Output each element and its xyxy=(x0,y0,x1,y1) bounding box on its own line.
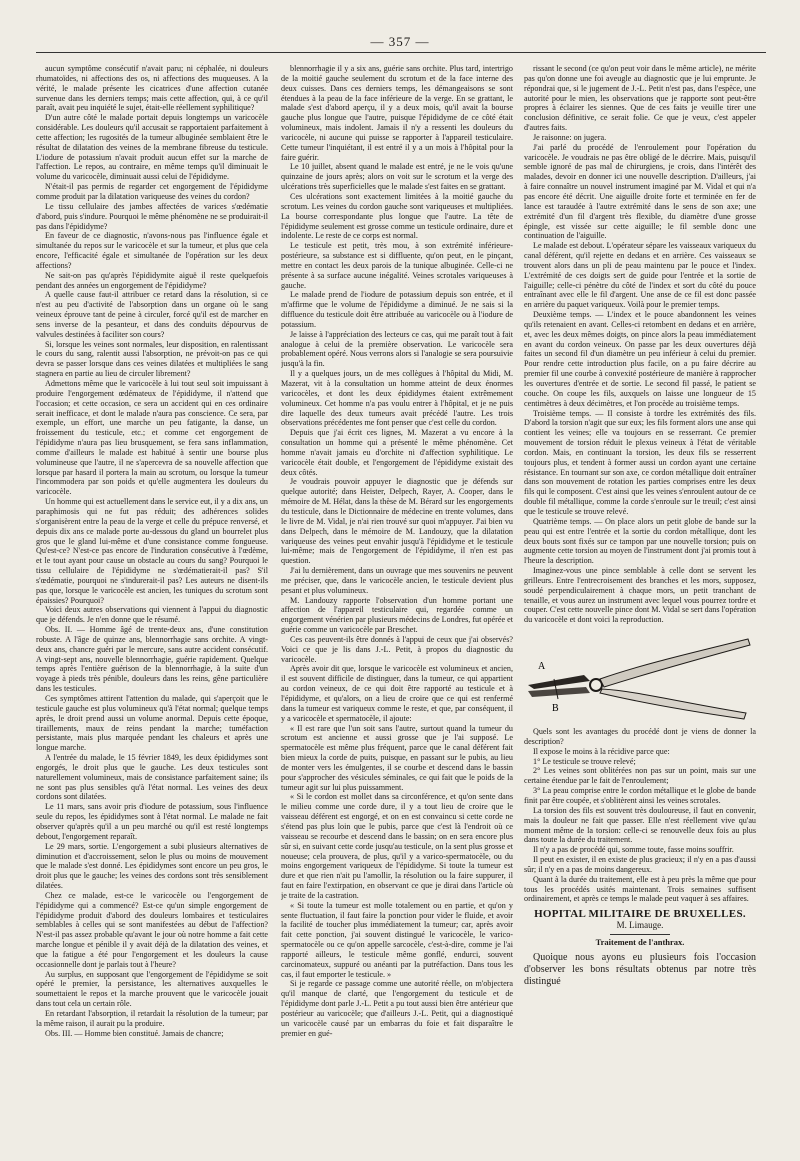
paragraph: Quatrième temps. — On place alors un petit globe de bande sur la peau qui est entre l'entrée et la sortie du cordon métallique, dont les deux bouts sont fixés sur ce tampon par une nouvelle torsion; puis on augmente cette torsion au moyen de l'instrument dont j'ai promis tout à l'heure la description. xyxy=(524,516,756,566)
paragraph: Chez ce malade, est-ce le varicocèle ou l'engorgement de l'épididyme qui a commencé? Est-ce qu'un simple engorgement de l'épididyme produit d'abord des douleurs lombaires et testiculaires semblables à celles qui se sont manifestées au début de l'affection? N'est-il pas assez probable qu'avant le jour où notre homme a fait cette marche longue et pénible il y avait déjà de la dilatation des veines, et que la fatigue a été pour l'engorgement et les douleurs la cause occasionnelle dont je parlais tout à l'heure? xyxy=(36,890,268,969)
paragraph: Le 10 juillet, absent quand le malade est entré, je ne le vois qu'une quinzaine de jours après; alors on voit sur le scrotum et la verge des ulcérations très superficielles que le malade s'est faites en se grattant. xyxy=(281,162,513,192)
paragraph: Le tissu cellulaire des jambes affectées de varices s'œdématie d'abord, puis s'indure. Pourquoi le même phénomène ne se produirait-il pas dans l'épididyme? xyxy=(36,201,268,231)
text-column-left xyxy=(36,64,268,1154)
section-author: M. Limauge. xyxy=(616,920,664,931)
paragraph: N'était-il pas permis de regarder cet engorgement de l'épididyme comme produit par la dilatation variqueuse des veines du cordon? xyxy=(36,182,268,201)
paragraph: Le malade prend de l'iodure de potassium depuis son entrée, et il m'affirme que le volume de l'épididyme a diminué. Je ne sais si la diffluence du testicule doit être attribuée au varicocèle ou à l'iodure de potassium. xyxy=(281,290,513,329)
paragraph: Imaginez-vous une pince semblable à celle dont se servent les grilleurs. Entre l'entrecroisement des branches et les mors, supposez, soudé perpendiculairement à chaque mors, un petit tranchant de tenaille, et vous aurez un instrument avec lequel vous pourrez tordre et couper. C'est cette nouvelle pince dont M. Vidal se sert dans l'opération du varicocèle et dont voici la reproduction. xyxy=(524,566,756,625)
paragraph: En faveur de ce diagnostic, n'avons-nous pas l'influence égale et simultanée du repos sur le varicocèle et sur la tumeur, et plus que cela encore, l'efficacité égale et simultanée de l'opération sur les deux affections? xyxy=(36,231,268,270)
paragraph: Ces cas peuvent-ils être donnés à l'appui de ceux que j'ai observés? Voici ce que je lis dans J.-L. Petit, à propos du diagnostic du varicocèle. xyxy=(281,634,513,664)
section-rule xyxy=(610,934,670,935)
paragraph: Obs. III. — Homme bien constitué. Jamais de chancre; xyxy=(45,1028,224,1038)
paragraph: Il peut en exister, il en existe de plus gracieux; il n'y en a pas d'aussi sûr; il n'y en a pas de moins dangereux. xyxy=(524,855,756,874)
pince-illustration xyxy=(524,629,756,721)
paragraph: rissant le second (ce qu'on peut voir dans le même article), ne mérite pas qu'on donne une foi aveugle au diagnostic que je lui emprunte. Je répondrai que, si le jugement de J.-L. Petit n'est pas, dans l'espèce, une autorité pour le mien, les observations que je rapporte sont peut-être propres à éclairer les siennes. Que de ces faits je veuille tirer une conclusion définitive, ce serait folie. Ce que je veux, c'est appeler d'autres faits. xyxy=(524,64,756,133)
paragraph: 3° La peau comprise entre le cordon métallique et le globe de bande finit par être coupée, et s'oblitèrent ainsi les veines scrotales. xyxy=(524,786,756,805)
paragraph: Admettons même que le varicocèle à lui tout seul soit impuissant à produire l'engorgement œdémateux de l'épididyme, il n'attend que l'occasion; et cette occasion, ce sera un accident qui en ces ordinaire serait inefficace, et dont le malade n'aura pas conscience. Ce sera, par exemple, un effort, une marche un peu fatigante, la danse, un froissement du testicule, etc.; et comme cet engorgement de l'épididyme n'aura pas lieu brusquement, se fera sans inflammation, comme d'ailleurs le malade est habitué à sentir une bourse plus volumineuse que l'autre, il ne s'apercevra de sa nouvelle affection que lorsque par hasard il portera la main au scrotum, ou lorsque la tumeur l'incommodera par son poids et qu'elle augmentera les douleurs du varicocèle. xyxy=(36,379,268,497)
figure-label-a: A xyxy=(538,661,546,673)
paragraph: Le testicule est petit, très mou, à son extrémité inférieure-postérieure, sa substance est si diffluente, qu'on peut, en le pinçant, mettre en contact les deux parois de la tunique albuginée. Celle-ci ne présente à sa surface aucune inégalité. Veines scrotales variqueuses à gauche. xyxy=(281,241,513,290)
paragraph: En retardant l'absorption, il retardait la résolution de la tumeur; par la même raison, il aurait pu la produire. xyxy=(36,1009,268,1028)
text-column-middle xyxy=(281,64,513,1154)
paragraph: 2° Les veines sont oblitérées non pas sur un point, mais sur une certaine étendue par le fait de l'enroulement; xyxy=(524,766,756,786)
section-heading: Traitement de l'anthrax. xyxy=(595,936,685,947)
paragraph: Depuis que j'ai écrit ces lignes, M. Mazerat a vu encore à la consultation un homme qui a présenté le même phénomène. Cet homme n'avait jamais eu d'orchite ni d'affection syphilitique. Le varicocèle était double, et l'engorgement de l'épididyme existait des deux côtés. xyxy=(281,428,513,477)
paragraph: La torsion des fils est souvent très douloureuse, il faut en convenir, mais la douleur ne fait que passer. Elle n'est réellement vive qu'au moment même de la torsion: celle-ci se renouvelle deux fois au plus dans toute la durée du traitement. xyxy=(524,805,756,845)
paragraph: « Si toute la tumeur est molle totalement ou en partie, et qu'on y sente fluctuation, il faut faire la ponction pour vider le fluide, et avoir la facilité de toucher plus immédiatement la tumeur; car, après avoir fait cette ponction, j'ai souvent distingué le varicocèle, le varico-spermatocèle ou ce qu'on appelle sarcocèle, c'est-à-dire, comme je l'ai rapporté ailleurs, le testicule même gonflé, endurci, souvent carcinomateux, suppuré ou anéanti par la putréfaction. Dans tous les cas, il faut emporter le testicule. » xyxy=(281,900,513,979)
paragraph: Ne sait-on pas qu'après l'épididymite aiguë il reste quelquefois pendant des années un engorgement de l'épididyme? xyxy=(36,270,268,290)
paragraph: Si, lorsque les veines sont normales, leur disposition, en ralentissant le cours du sang, ralentit aussi l'absorption, ne prévoit-on pas ce qui devra se passer lorsque dans ces veines dilatées et multipliées le sang stagnera en partie au lieu de circuler librement? xyxy=(36,339,268,379)
paragraph: Au surplus, en supposant que l'engorgement de l'épididyme se soit opéré le premier, la persistance, les alternatives auxquelles le soumettaient le repos et la marche prouvent que le varicocèle jouait dans tout cela un certain rôle. xyxy=(36,969,268,1009)
paragraph: Voici deux autres observations qui viennent à l'appui du diagnostic que je défends. Je n'en donne que le résumé. xyxy=(36,605,268,625)
paragraph: Après avoir dit que, lorsque le varicocèle est volumineux et ancien, il est souvent difficile de distinguer, dans la tumeur, ce qui appartient au cordon veineux, de ce qui doit être rapporté au testicule et à l'épididyme, et qu'alors, on a lieu de croire que ce qui est renfermé dans la tumeur est variqueux comme le reste, et que, par conséquent, il y a varicocèle et spermatocèle, il ajoute: xyxy=(281,664,513,723)
paragraph: Quant à la durée du traitement, elle est à peu près la même que pour tous les procédés usités maintenant. Trois semaines suffisent ordinairement, et après ce temps le malade peut vaquer à ses affaires. xyxy=(524,874,756,904)
paragraph: Obs. II. — Homme âgé de trente-deux ans, d'une constitution robuste. A l'âge de quinze ans, blennorrhagie sans orchite. A vingt-deux ans, chancre guéri par le mercure, sans autre accident consécutif. A vingt-sept ans, nouvelle blennorrhagie, guérie rapidement. Quelque temps après l'entière guérison de la blennorrhagie, à la suite d'un voyage à pieds très pénible, douleurs dans les reins, gêne particulière dans les testicules. xyxy=(36,625,268,694)
paragraph: Il n'y a pas de procédé qui, somme toute, fasse moins souffrir. xyxy=(533,845,734,855)
surgical-pince-figure xyxy=(524,629,756,721)
paragraph: Il y a quelques jours, un de mes collègues à l'hôpital du Midi, M. Mazerat, vit à la consultation un homme atteint de deux énormes varicocèles, et dont les deux épididymes étaient extrêmement volumineux. Cet homme n'a pas voulu entrer à l'hôpital, et je ne puis dire laquelle des deux tumeurs avait précédé l'autre. Les trois observations précédentes me font penser que c'est celle du cordon. xyxy=(281,369,513,428)
text-column-right xyxy=(524,64,756,1154)
paragraph: Ces symptômes attirent l'attention du malade, qui s'aperçoit que le testicule gauche est plus volumineux qu'à l'état normal; quelque temps après, le droit prend aussi un volume anormal. Depuis cette époque, tiraillements, maux de reins pendant la marche; tuméfaction persistante, mais plus marquée pendant les chaleurs et après une longue marche. xyxy=(36,694,268,753)
paragraph: Si je regarde ce passage comme une autorité réelle, on m'objectera qu'il manque de clarté, que l'engorgement du testicule et de l'épididyme dont parle J.-L. Petit a pu tout aussi bien être antérieur que postérieur au varicocèle; que d'ailleurs J.-L. Petit, qui a diagnostiqué un varicocèle causé par un embarras du foie et fait disparaître le premier en gué- xyxy=(281,979,513,1038)
paragraph: Le malade est debout. L'opérateur sépare les vaisseaux variqueux du canal déférent, qu'il rejette en dedans et en arrière. Ces vaisseaux se trouvent alors dans un pli de peau maintenu par le pouce et l'index. L'extrémité de ces doigts sert de guide pour l'entrée et la sortie de l'aiguille; celle-ci pénètre du côté de l'index et sort du côté du pouce entraînant avec elle le fil d'argent. Une anse de ce fil est donc passée en arrière du paquet variqueux. Voilà pour le premier temps. xyxy=(524,241,756,310)
header-rule xyxy=(36,52,766,53)
paragraph: Je voudrais pouvoir appuyer le diagnostic que je défends sur quelque autorité; dans Heister, Delpech, Rayer, A. Cooper, dans le mémoire de M. Hélat, dans la thèse de M. Bérard sur les engorgements du testicule, dans le Dictionnaire de médecine en trente volumes, dans le livre de M. Vidal, je n'ai rien trouvé sur quoi m'appuyer. J'ai bien vu dans Delpech, dans le mémoire de M. Landouzy, que la dilatation variqueuse des veines peut envahir jusqu'à l'épididyme et le testicule lui-même; mais de l'engorgement de l'épididyme, il n'en est pas question. xyxy=(281,477,513,566)
paragraph: A l'entrée du malade, le 15 février 1849, les deux épididymes sont engorgés, le droit plus que le gauche. Les deux testicules sont naturellement volumineux, mais de consistance parfaitement saine; ils ne sont pas plus sensibles qu'à l'état normal. Les veines des deux cordons sont dilatées. xyxy=(36,753,268,802)
paragraph: Le 29 mars, sortie. L'engorgement a subi plusieurs alternatives de diminution et d'accroissement, selon le plus ou moins de mouvement que le malade s'est donné. Les épididymes sont encore un peu gros, le droit plus que le gauche; les veines des cordons sont très sensiblement dilatées. xyxy=(36,841,268,891)
section-paragraph: Quoique nous ayons eu plusieurs fois l'occasion d'observer les bons résultats obtenus par notre très distingué xyxy=(524,951,756,987)
paragraph: J'ai lu dernièrement, dans un ouvrage que mes souvenirs ne peuvent me préciser, que, dans le varicocèle ancien, le testicule devient plus pesant et plus volumineux. xyxy=(281,566,513,595)
paragraph: Je laisse à l'appréciation des lecteurs ce cas, qui me paraît tout à fait analogue à celui de la première observation. Le varicocèle sera probablement opéré. Nous verrons alors si l'analogie se sera poursuivie jusqu'à la fin. xyxy=(281,329,513,369)
paragraph: Un homme qui est actuellement dans le service eut, il y a dix ans, un paraphimosis qui ne fut pas réduit; des adhérences solides s'organisèrent entre la peau de la verge et celle du prépuce renversé, et depuis dix ans ce malade porte au-dessous du gland un bourrelet plus gros que le gland lui-même et d'une consistance comme fongueuse. Qu'est-ce? N'est-ce pas encore de l'induration consécutive à l'œdème, et le tout ayant pour cause un obstacle au cours du sang? Pourquoi le tissu cellulaire de l'épididyme ne s'œdématierait-il pas? S'il s'œdématie, pourquoi ne s'indurerait-il pas? Les auteurs ne disent-ils pas que, lorsque le varicocèle est ancien, les tuniques du scrotum sont épaissies? Pourquoi? xyxy=(36,497,268,605)
paragraph: D'un autre côté le malade portait depuis longtemps un varicocèle considérable. Les douleurs qu'il accusait se rapportaient parfaitement à cette affection; les rugosités de la tumeur albuginée semblaient être le résultat de dilatation des veines de la membrane fibreuse du testicule. L'iodure de potassium n'avait produit aucun effet sur la marche de l'affection. Le repos, au contraire, en même temps qu'il diminuait le volume du varicocèle, diminuait aussi celui de l'épididyme. xyxy=(36,113,268,182)
paragraph: Le 11 mars, sans avoir pris d'iodure de potassium, sous l'influence seule du repos, les épididymes sont à l'état normal. Le malade ne fait observer qu'après qu'il a un peu marché ou qu'il est resté longtemps debout, l'engorgement reparaît. xyxy=(36,802,268,841)
paragraph: Quels sont les avantages du procédé dont je viens de donner la description? xyxy=(524,727,756,746)
paragraph: Il expose le moins à la récidive parce que: xyxy=(533,746,670,756)
paragraph: « Il est rare que l'un soit sans l'autre, surtout quand la tumeur du scrotum est ancienne et aussi grosse que je l'ai supposé. Le spermatocèle est même plus fréquent, parce que le canal déférent fait bien mieux la corde de puits, puisque, en passant sur le pubis, au lieu de monter vers les émulgentes, il se courbe et descend dans le bassin pour s'approcher des vésicules séminales, ce qui fait que le poids de la tumeur agit sur lui plus puissamment. xyxy=(281,723,513,792)
paragraph: blennorrhagie il y a six ans, guérie sans orchite. Plus tard, intertrigo de la moitié gauche seulement du scrotum et de la face interne des deux cuisses. Dans ces derniers temps, les démangeaisons se sont étendues à la peau de la face inférieure de la verge. En se grattant, le malade s'est d'abord aperçu, il y a deux mois, qu'il avait la bourse gauche plus longue que l'autre, puisque l'épididyme de ce côté était volumineux, mais indolent. Jamais il n'y a ressenti les douleurs du varicocèle, ni aucune qui puisse se rapporter à l'appareil testiculaire. Cette tumeur l'inquiétant, il est entré il y a un mois à l'hôpital pour la faire guérir. xyxy=(281,64,513,162)
paragraph: 1° Le testicule se trouve relevé; xyxy=(533,756,636,766)
page-number: — 357 — xyxy=(370,34,430,49)
paragraph: M. Landouzy rapporte l'observation d'un homme portant une affection de l'appareil testiculaire qui, regardée comme un engorgement vénérien par plusieurs médecins de Londres, fut opérée et guérie comme un varicocèle par Breschet. xyxy=(281,595,513,635)
paragraph: Troisième temps. — Il consiste à tordre les extrémités des fils. D'abord la torsion n'agit que sur eux; les fils forment alors une anse qui contient les veines; elle va toujours en se resserrant. Ce premier mouvement de torsion réduit le plexus veineux à l'état de véritable cordon. Mais, en continuant la torsion, les deux fils se resserrent toujours plus, et tendent à former aussi un cordon ayant une certaine résistance. En tournant sur son axe, ce cordon métallique doit entraîner dans son mouvement de rotation les parties comprises entre les deux fils qui le composent. C'est ainsi que les veines s'enroulent autour de ce double fil métallique, comme la corde s'enroule sur le treuil; c'est ainsi que le testicule se trouve relevé. xyxy=(524,408,756,516)
paragraph: A quelle cause faut-il attribuer ce retard dans la résolution, si ce n'est au peu d'activité de l'absorption dans un organe où le sang veineux éprouve tant de peine à circuler, forcé qu'il est de marcher en sens inverse de la pesanteur, et dans des conduits dépourvus de valvules destinées à faciliter son cours? xyxy=(36,290,268,339)
paragraph: Deuxième temps. — L'index et le pouce abandonnent les veines qu'ils retenaient en avant. Celles-ci retombent en dedans et en arrière, et, avec les deux mêmes doigts, on pince alors la peau immédiatement en avant du cordon veineux. On passe par les deux ouvertures déjà faites un second fil d'un diamètre un peu inférieur à celui du premier. Pour rendre cette introduction plus facile, on a pu faire décrire au premier fil une courbe à convexité postérieure de manière à rapprocher les ouvertures d'entrée et de sortie. Le second fil passé, le patient se couche. On coupe les fils, auxquels on laisse une longueur de 15 centimètres à deux décimètres, et l'on procède au troisième temps. xyxy=(524,310,756,408)
paragraph: « Si le cordon est mollet dans sa circonférence, et qu'on sente dans le milieu comme une corde dure, il y a tout lieu de croire que le vaisseau déférent est engorgé, et on en est convaincu si cette corde ne s'étend pas plus loin que le pubis, parce que c'est là l'endroit où ce vaisseau se recourbe et descend dans le bassin; on en sera encore plus sûr si, en suivant cette corde jusqu'au testicule, on la sent plus grosse et noueuse; cela prouvera, de plus, qu'il y a varico-spermatocèle, ou du moins engorgement variqueux de l'épididyme. Si toute la tumeur est dure et que rien n'ait pu l'amollir, la résolution ou la faire suppurer, il faut en faire l'extirpation, en observant ce que je dirai dans l'article où je traite de la castration. xyxy=(281,792,513,900)
section-title: HOPITAL MILITAIRE DE BRUXELLES. xyxy=(534,908,746,921)
paragraph: aucun symptôme consécutif n'avait paru; ni céphalée, ni douleurs rhumatoïdes, ni affections des os, ni affections des muqueuses. A la vérité, le malade présente les cicatrices d'une affection cutanée survenue dans les derniers temps; mais cette affection, qui, à ce qu'il paraît, avait peu inquiété le sujet, était-elle réellement syphilitique? xyxy=(36,64,268,113)
figure-label-b: B xyxy=(552,703,559,715)
paragraph: Ces ulcérations sont exactement limitées à la moitié gauche du scrotum. Les veines du cordon gauche sont variqueuses et multipliées. La bourse correspondante plus longue que l'autre. La tête de l'épididyme seulement est grosse comme un testicule ordinaire, dure et indolente. Le reste de ce corps est normal. xyxy=(281,191,513,241)
paragraph: Je raisonne: on jugera. xyxy=(533,132,607,142)
paragraph: J'ai parlé du procédé de l'enroulement pour l'opération du varicocèle. Je voudrais ne pas être obligé de le décrire. Mais, puisqu'il semble ignoré de pas mal de chirurgiens, je crois, dans l'intérêt des malades, devoir en donner ici une nouvelle description. D'ailleurs, j'ai à faire connaître un nouvel instrument imaginé par M. Vidal et qui n'a pas encore été décrit. Une aiguille droite forte et terminée en fer de lance est taraudée à l'autre extrémité dans le sens de son axe; une extrémité d'un fil d'argent très flexible, du diamètre d'une grosse épingle, est vissée sur cette aiguille; le fil semble donc une continuation de l'aiguille. xyxy=(524,142,756,241)
